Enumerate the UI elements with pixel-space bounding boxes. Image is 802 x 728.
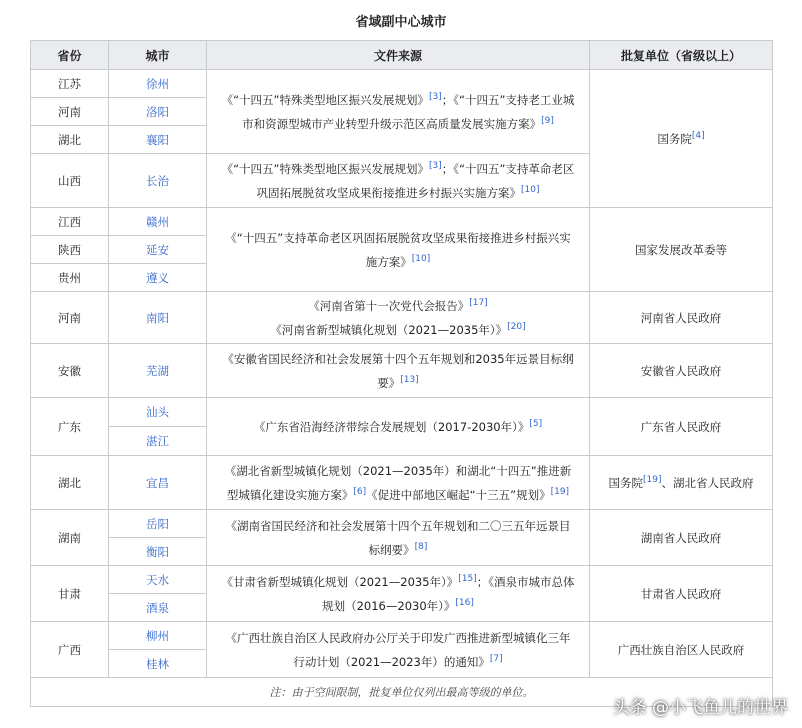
table-row (31, 622, 773, 650)
ref-link[interactable]: [8] (414, 541, 428, 552)
city-link[interactable]: 桂林 (146, 656, 169, 671)
city-link[interactable]: 长治 (146, 173, 169, 188)
city-link[interactable]: 汕头 (146, 405, 169, 419)
province-cell: 湖北 (31, 456, 109, 510)
city-link[interactable]: 遵义 (146, 270, 169, 285)
ref-link[interactable]: [20] (507, 321, 526, 332)
province-cell: 广西 (31, 622, 109, 678)
city-link[interactable]: 南阳 (146, 310, 169, 325)
province-cell: 陕西 (31, 236, 109, 264)
approver-cell: 湖南省人民政府 (590, 510, 773, 566)
header-city: 城市 (109, 41, 207, 70)
province-cell: 山西 (31, 154, 109, 208)
province-cell: 广东 (31, 398, 109, 456)
approver-cell: 广东省人民政府 (590, 398, 773, 456)
source-cell: 《广东省沿海经济带综合发展规划（2017-2030年）》[5] (207, 398, 590, 456)
province-cell: 安徽 (31, 344, 109, 398)
source-cell: 《“十四五”特殊类型地区振兴发展规划》[3]；《“十四五”支持老工业城市和资源型城市产业转型升级示范区高质量发展实施方案》[9] (207, 70, 590, 154)
source-cell: 《“十四五”支持革命老区巩固拓展脱贫攻坚成果衔接推进乡村振兴实施方案》[10] (207, 208, 590, 292)
province-cell: 江苏 (31, 70, 109, 98)
table-row (31, 456, 773, 510)
watermark: 头条 @小飞鱼儿的世界 (612, 698, 788, 718)
approver-cell: 国务院[19]、湖北省人民政府 (590, 456, 773, 510)
city-link[interactable]: 柳州 (146, 628, 169, 643)
city-link[interactable]: 徐州 (146, 76, 169, 91)
ref-link[interactable]: [19] (550, 486, 570, 497)
source-cell: 《安徽省国民经济和社会发展第十四个五年规划和2035年远景目标纲要》[13] (207, 344, 590, 398)
source-cell: 《广西壮族自治区人民政府办公厅关于印发广西推进新型城镇化三年行动计划（2021—2023年）的通知》[7] (207, 622, 590, 678)
province-cell: 江西 (31, 208, 109, 236)
approver-cell: 河南省人民政府 (590, 292, 773, 344)
ref-link[interactable]: [9] (541, 115, 554, 126)
city-link[interactable]: 天水 (146, 572, 169, 587)
city-link[interactable]: 洛阳 (146, 104, 169, 119)
ref-link[interactable]: [10] (411, 253, 431, 264)
source-cell: 《湖南省国民经济和社会发展第十四个五年规划和二〇三五年远景目标纲要》[8] (207, 510, 590, 566)
ref-link[interactable]: [4] (691, 130, 705, 141)
ref-link[interactable]: [17] (469, 297, 488, 308)
source-cell: 《“十四五”特殊类型地区振兴发展规划》[3]；《“十四五”支持革命老区巩固拓展脱贫攻坚成果衔接推进乡村振兴实施方案》[10] (207, 154, 590, 208)
approver-cell: 广西壮族自治区人民政府 (590, 622, 773, 678)
table-row (31, 510, 773, 538)
header-province: 省份 (31, 41, 109, 70)
table-row (31, 70, 773, 98)
province-cell: 湖南 (31, 510, 109, 566)
header-source: 文件来源 (207, 41, 590, 70)
source-cell: 《河南省第十一次党代会报告》[17] 《河南省新型城镇化规划（2021—2035年）》[20] (207, 292, 590, 344)
city-link[interactable]: 芜湖 (146, 363, 169, 378)
sub-center-cities-table (30, 40, 773, 707)
table-row (31, 398, 773, 427)
city-link[interactable]: 岳阳 (146, 516, 169, 531)
approver-cell: 安徽省人民政府 (590, 344, 773, 398)
city-link[interactable]: 襄阳 (146, 132, 169, 147)
city-link[interactable]: 湛江 (146, 434, 169, 448)
source-cell: 《甘肃省新型城镇化规划（2021—2035年）》[15]；《酒泉市城市总体规划（2016—2030年）》[16] (207, 566, 590, 622)
table-row (31, 208, 773, 236)
table-row (31, 344, 773, 398)
header-row (31, 41, 773, 70)
ref-link[interactable]: [19] (643, 474, 662, 485)
city-link[interactable]: 宜昌 (146, 475, 169, 490)
province-cell: 贵州 (31, 264, 109, 292)
approver-cell: 国家发展改革委等 (590, 208, 773, 292)
ref-link[interactable]: [3] (429, 91, 442, 102)
city-link[interactable]: 衡阳 (146, 544, 169, 559)
city-link[interactable]: 赣州 (146, 214, 169, 229)
ref-link[interactable]: [10] (521, 184, 540, 195)
province-cell: 河南 (31, 98, 109, 126)
province-cell: 河南 (31, 292, 109, 344)
table-row (31, 292, 773, 344)
province-cell: 湖北 (31, 126, 109, 154)
city-link[interactable]: 酒泉 (146, 600, 169, 615)
approver-cell: 甘肃省人民政府 (590, 566, 773, 622)
header-approver: 批复单位（省级以上） (590, 41, 773, 70)
approver-cell: 国务院[4] (590, 70, 773, 208)
province-cell: 甘肃 (31, 566, 109, 622)
ref-link[interactable]: [13] (400, 374, 419, 385)
source-cell: 《湖北省新型城镇化规划（2021—2035年）和湖北“十四五”推进新型城镇化建设实施方案》[6]《促进中部地区崛起“十三五”规划》[19] (207, 456, 590, 510)
ref-link[interactable]: [15] (458, 573, 477, 584)
ref-link[interactable]: [7] (489, 653, 503, 664)
ref-link[interactable]: [3] (429, 160, 442, 171)
table-row (31, 566, 773, 594)
table-caption: 省域副中心城市 (355, 15, 447, 30)
ref-link[interactable]: [16] (455, 597, 474, 608)
ref-link[interactable]: [5] (529, 418, 543, 429)
ref-link[interactable]: [6] (353, 486, 367, 497)
table-note: 注：由于空间限制，批复单位仅列出最高等级的单位。 (31, 678, 773, 707)
city-link[interactable]: 延安 (146, 242, 169, 257)
